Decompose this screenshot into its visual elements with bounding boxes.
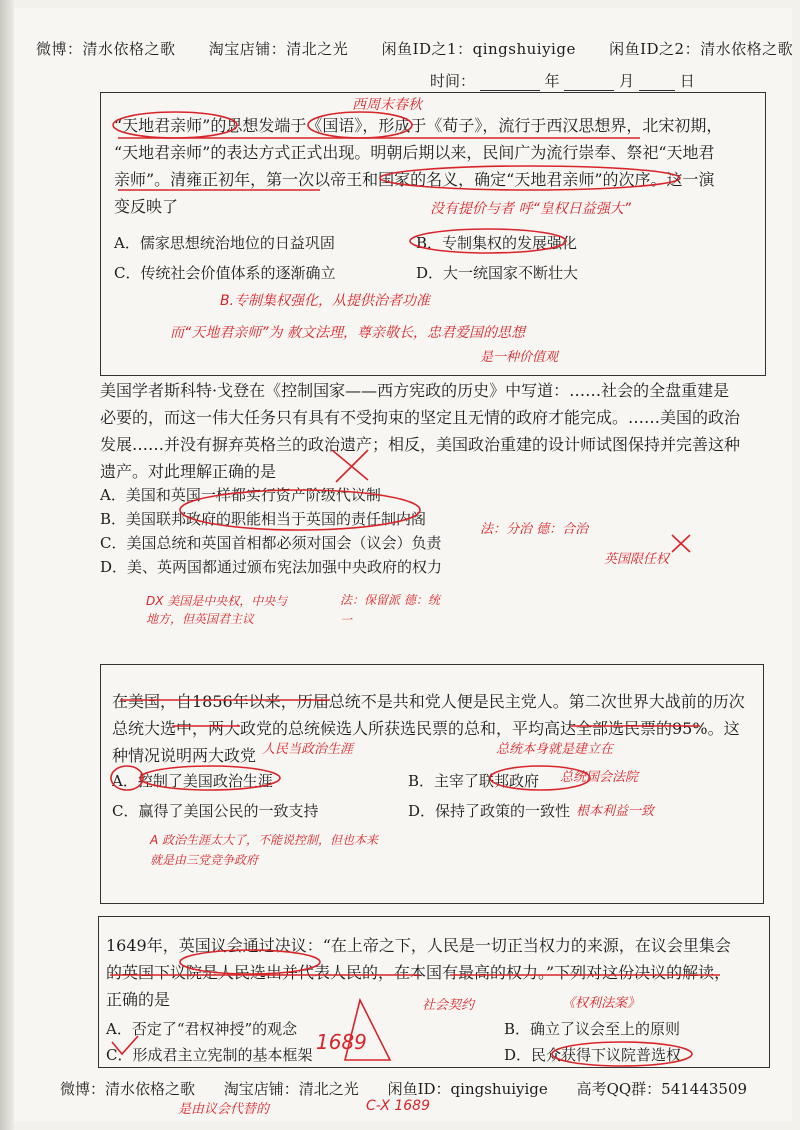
day-label: 日 xyxy=(679,72,695,90)
q1-line: “天地君亲师”的表达方式正式出现。明朝后期以来，民间广为流行崇奉、祭祀“天地君 xyxy=(114,143,715,162)
q2-line: 美国学者斯科特·戈登在《控制国家——西方宪政的历史》中写道：……社会的全盘重建是 xyxy=(100,381,730,400)
note-q3-b: 总统本身就是建立在 xyxy=(496,742,614,757)
note-q3-e: A 政治生涯太大了，不能说控制，但也本来就是由三党竞争政府 xyxy=(150,833,379,867)
note-q2-c: DX 美国是中央权，中央与地方，但英国君主议 xyxy=(146,594,288,626)
q4-line: 1649年，英国议会通过决议：“在上帝之下，人民是一切正当权力的来源，在议会里集会 xyxy=(106,936,731,955)
note-q1-b: 没有提价与者 呼“皇权日益强大” xyxy=(430,201,631,217)
q4-option-a: A．否定了“君权神授”的观念 xyxy=(106,1020,298,1038)
q2-option-a: A．美国和英国一样都实行资产阶级代议制 xyxy=(100,486,381,504)
question-2 xyxy=(100,377,780,485)
header-taobao: 淘宝店铺：清北之光 xyxy=(208,40,349,58)
q3-option-d: D．保持了政策的一致性 xyxy=(408,802,571,820)
note-q3-a: 人民当政治生涯 xyxy=(262,742,354,757)
date-line xyxy=(430,70,695,91)
month-blank xyxy=(564,76,614,91)
q1-line: 变反映了 xyxy=(114,197,179,216)
q3-line: 总统大选中，两大政党的总统候选人所获选民票的总和，平均高达全部选民票的95%。这 xyxy=(112,719,740,738)
header-xianyu2: 闲鱼ID之2：清水依格之歌 xyxy=(609,40,794,58)
footer-qq: 高考QQ群：541443509 xyxy=(576,1080,748,1098)
q3-option-c: C．赢得了美国公民的一致支持 xyxy=(112,802,319,820)
page-header xyxy=(36,38,800,59)
q2-option-c: C．美国总统和英国首相都必须对国会（议会）负责 xyxy=(100,534,442,552)
note-q4-e: C-X 1689 xyxy=(366,1098,430,1114)
q4-line: 的英国下议院是人民选出并代表人民的，在本国有最高的权力。”下列对这份决议的解读， xyxy=(106,963,731,982)
year-label: 年 xyxy=(544,72,560,90)
q3-option-b: B．主宰了联邦政府 xyxy=(408,772,540,790)
header-weibo: 微博：清水依格之歌 xyxy=(36,40,176,58)
q2-line: 遗产。对此理解正确的是 xyxy=(100,462,277,481)
q1-option-a: A．儒家思想统治地位的日益巩固 xyxy=(114,234,335,252)
q3-option-a: A．控制了美国政治生涯 xyxy=(112,772,273,790)
year-blank xyxy=(480,76,540,91)
q4-option-c: C．形成君主立宪制的基本框架 xyxy=(106,1046,313,1064)
q2-option-d: D．美、英两国都通过颁布宪法加强中央政府的权力 xyxy=(100,558,443,576)
q1-option-c: C．传统社会价值体系的逐渐确立 xyxy=(114,264,336,282)
q3-line: 种情况说明两大政党 xyxy=(112,746,257,765)
q1-line: 亲师”。清雍正初年，第一次以帝王和国家的名义，确定“天地君亲师”的次序。这一演 xyxy=(114,170,715,189)
note-q2-b: 英国限任权 xyxy=(604,552,670,567)
q1-line: “天地君亲师”的思想发端于《国语》，形成于《荀子》，流行于西汉思想界，北宋初期， xyxy=(114,116,723,135)
q1-option-d: D．大一统国家不断壮大 xyxy=(416,264,579,282)
note-q2-d: 法：保留派 德：统一 xyxy=(340,593,440,627)
footer-weibo: 微博：清水依格之歌 xyxy=(60,1080,196,1098)
q2-option-b: B．美国联邦政府的职能相当于英国的责任制内阁 xyxy=(100,510,427,528)
header-xianyu1: 闲鱼ID之1：qingshuiyige xyxy=(381,40,576,58)
q4-line: 正确的是 xyxy=(106,990,171,1009)
binding-edge xyxy=(0,0,14,1130)
q3-line: 在美国，自1856年以来，历届总统不是共和党人便是民主党人。第二次世界大战前的历次 xyxy=(112,692,745,711)
note-q4-c: 1689 xyxy=(316,1030,367,1054)
note-q1-e: 是一种价值观 xyxy=(480,350,559,365)
note-q4-a: 社会契约 xyxy=(422,998,475,1013)
q2-line: 必要的，而这一伟大任务只有具有不受拘束的坚定且无情的政府才能完成。……美国的政治 xyxy=(100,408,741,427)
note-q3-c: 总统国会法院 xyxy=(560,770,639,785)
note-q4-d: 是由议会代替的 xyxy=(178,1102,270,1117)
note-q1-d: 而“天地君亲师”为 赦文法理，尊亲敬长，忠君爱国的思想 xyxy=(170,325,525,341)
note-q1-a: 西周末春秋 xyxy=(352,97,422,113)
day-blank xyxy=(639,76,675,91)
note-q2-a: 法：分治 德：合治 xyxy=(480,522,589,537)
page-footer xyxy=(60,1078,771,1099)
footer-xianyu: 闲鱼ID：qingshuiyige xyxy=(387,1080,548,1098)
time-label: 时间： xyxy=(430,72,476,90)
month-label: 月 xyxy=(619,72,635,90)
note-q3-d: 根本利益一致 xyxy=(576,804,655,819)
q1-option-b: B．专制集权的发展强化 xyxy=(416,234,578,252)
note-q4-b: 《权利法案》 xyxy=(562,996,641,1011)
q2-line: 发展……并没有摒弃英格兰的政治遗产；相反，美国政治重建的设计师试图保持并完善这种 xyxy=(100,435,741,454)
footer-taobao: 淘宝店铺：清北之光 xyxy=(223,1080,359,1098)
q4-option-d: D．民众获得下议院普选权 xyxy=(504,1046,682,1064)
note-q1-c: B.专制集权强化，从提供治者功准 xyxy=(220,293,431,309)
q4-option-b: B．确立了议会至上的原则 xyxy=(504,1020,681,1038)
question-3 xyxy=(112,688,762,769)
